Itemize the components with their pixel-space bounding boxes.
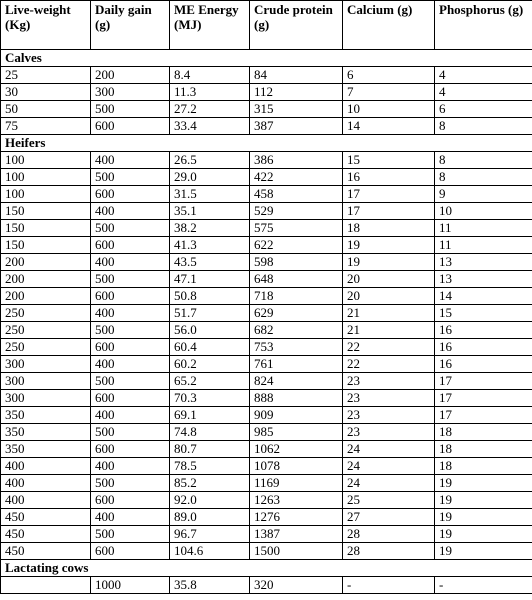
- cell-me-energy: 35.8: [170, 577, 250, 594]
- cell-phosphorus: 19: [435, 509, 532, 526]
- cell-live-weight: 75: [1, 118, 91, 135]
- cell-me-energy: 43.5: [170, 254, 250, 271]
- cell-live-weight: 150: [1, 220, 91, 237]
- cell-live-weight: 200: [1, 288, 91, 305]
- table-row: [1, 186, 532, 203]
- cell-live-weight: 400: [1, 458, 91, 475]
- cell-crude-protein: 761: [250, 356, 343, 373]
- table-row: [1, 305, 532, 322]
- cell-phosphorus: 8: [435, 169, 532, 186]
- table-body: [1, 50, 532, 594]
- cell-crude-protein: 458: [250, 186, 343, 203]
- cell-me-energy: 38.2: [170, 220, 250, 237]
- cell-crude-protein: 386: [250, 152, 343, 169]
- cell-crude-protein: 1387: [250, 526, 343, 543]
- table-row: [1, 407, 532, 424]
- cell-live-weight: 350: [1, 407, 91, 424]
- table-row: [1, 424, 532, 441]
- table-row: [1, 220, 532, 237]
- cell-crude-protein: 598: [250, 254, 343, 271]
- cell-calcium: 27: [343, 509, 435, 526]
- cell-me-energy: 92.0: [170, 492, 250, 509]
- header-phosphorus: Phosphorus (g): [435, 1, 532, 50]
- cell-daily-gain: 400: [91, 407, 170, 424]
- cell-daily-gain: 600: [91, 543, 170, 560]
- cell-phosphorus: 17: [435, 407, 532, 424]
- cell-daily-gain: 500: [91, 475, 170, 492]
- cell-live-weight: 30: [1, 84, 91, 101]
- section-row: [1, 135, 532, 152]
- cell-live-weight: 450: [1, 509, 91, 526]
- cell-live-weight: 300: [1, 356, 91, 373]
- cell-phosphorus: 17: [435, 390, 532, 407]
- cell-calcium: 17: [343, 186, 435, 203]
- cell-me-energy: 35.1: [170, 203, 250, 220]
- table-row: [1, 322, 532, 339]
- cell-crude-protein: 824: [250, 373, 343, 390]
- cell-live-weight: 25: [1, 67, 91, 84]
- cell-daily-gain: 500: [91, 169, 170, 186]
- cell-me-energy: 80.7: [170, 441, 250, 458]
- cell-me-energy: 47.1: [170, 271, 250, 288]
- table-row: [1, 271, 532, 288]
- cell-phosphorus: -: [435, 577, 532, 594]
- cell-me-energy: 41.3: [170, 237, 250, 254]
- cell-calcium: 23: [343, 390, 435, 407]
- cell-me-energy: 89.0: [170, 509, 250, 526]
- cell-me-energy: 65.2: [170, 373, 250, 390]
- cell-live-weight: 350: [1, 441, 91, 458]
- table-row: [1, 509, 532, 526]
- cell-daily-gain: 300: [91, 84, 170, 101]
- cell-live-weight: 250: [1, 339, 91, 356]
- cell-crude-protein: 1062: [250, 441, 343, 458]
- cell-phosphorus: 6: [435, 101, 532, 118]
- cell-calcium: 15: [343, 152, 435, 169]
- section-title: Calves: [1, 50, 532, 67]
- table-row: [1, 543, 532, 560]
- cell-crude-protein: 422: [250, 169, 343, 186]
- cell-me-energy: 60.4: [170, 339, 250, 356]
- cell-crude-protein: 622: [250, 237, 343, 254]
- cell-live-weight: 150: [1, 203, 91, 220]
- cell-calcium: 10: [343, 101, 435, 118]
- cell-crude-protein: 629: [250, 305, 343, 322]
- cell-crude-protein: 1263: [250, 492, 343, 509]
- cell-live-weight: 250: [1, 305, 91, 322]
- cell-daily-gain: 600: [91, 492, 170, 509]
- cell-me-energy: 26.5: [170, 152, 250, 169]
- cell-daily-gain: 1000: [91, 577, 170, 594]
- cell-live-weight: 450: [1, 543, 91, 560]
- header-me-energy: ME Energy (MJ): [170, 1, 250, 50]
- cell-calcium: 21: [343, 322, 435, 339]
- header-live-weight: Live-weight (Kg): [1, 1, 91, 50]
- cell-phosphorus: 16: [435, 356, 532, 373]
- cell-calcium: 25: [343, 492, 435, 509]
- cell-daily-gain: 400: [91, 305, 170, 322]
- cell-me-energy: 11.3: [170, 84, 250, 101]
- cell-daily-gain: 500: [91, 271, 170, 288]
- table-row: [1, 84, 532, 101]
- cell-crude-protein: 112: [250, 84, 343, 101]
- table-row: [1, 237, 532, 254]
- cell-me-energy: 50.8: [170, 288, 250, 305]
- cell-calcium: 28: [343, 543, 435, 560]
- cell-daily-gain: 500: [91, 526, 170, 543]
- cell-daily-gain: 600: [91, 118, 170, 135]
- cell-live-weight: 450: [1, 526, 91, 543]
- cell-daily-gain: 400: [91, 509, 170, 526]
- cell-calcium: 17: [343, 203, 435, 220]
- cell-phosphorus: 13: [435, 271, 532, 288]
- cell-calcium: 24: [343, 458, 435, 475]
- cell-calcium: 19: [343, 237, 435, 254]
- cell-me-energy: 74.8: [170, 424, 250, 441]
- cell-crude-protein: 1500: [250, 543, 343, 560]
- cell-live-weight: 200: [1, 254, 91, 271]
- cell-daily-gain: 400: [91, 203, 170, 220]
- cell-calcium: -: [343, 577, 435, 594]
- cell-me-energy: 104.6: [170, 543, 250, 560]
- header-row: [1, 1, 532, 50]
- cell-calcium: 18: [343, 220, 435, 237]
- cell-phosphorus: 11: [435, 237, 532, 254]
- header-calcium: Calcium (g): [343, 1, 435, 50]
- cell-crude-protein: 387: [250, 118, 343, 135]
- table-row: [1, 390, 532, 407]
- table-row: [1, 339, 532, 356]
- cell-me-energy: 29.0: [170, 169, 250, 186]
- cell-live-weight: 300: [1, 373, 91, 390]
- cell-live-weight: 100: [1, 152, 91, 169]
- section-row: [1, 50, 532, 67]
- cell-phosphorus: 8: [435, 118, 532, 135]
- cell-daily-gain: 500: [91, 424, 170, 441]
- cell-me-energy: 69.1: [170, 407, 250, 424]
- cell-live-weight: 350: [1, 424, 91, 441]
- cell-me-energy: 56.0: [170, 322, 250, 339]
- table-row: [1, 169, 532, 186]
- section-row: [1, 560, 532, 577]
- cell-phosphorus: 19: [435, 526, 532, 543]
- cell-daily-gain: 400: [91, 458, 170, 475]
- cell-calcium: 20: [343, 271, 435, 288]
- cell-daily-gain: 600: [91, 237, 170, 254]
- cell-calcium: 21: [343, 305, 435, 322]
- cell-me-energy: 96.7: [170, 526, 250, 543]
- cell-daily-gain: 400: [91, 152, 170, 169]
- cell-phosphorus: 11: [435, 220, 532, 237]
- cell-phosphorus: 16: [435, 339, 532, 356]
- cell-me-energy: 78.5: [170, 458, 250, 475]
- cell-daily-gain: 400: [91, 254, 170, 271]
- cell-live-weight: 150: [1, 237, 91, 254]
- cell-crude-protein: 575: [250, 220, 343, 237]
- cell-phosphorus: 18: [435, 424, 532, 441]
- table-row: [1, 288, 532, 305]
- table-row: [1, 101, 532, 118]
- cell-calcium: 7: [343, 84, 435, 101]
- section-title: Lactating cows: [1, 560, 532, 577]
- cell-calcium: 24: [343, 475, 435, 492]
- cell-calcium: 23: [343, 373, 435, 390]
- cell-live-weight: 50: [1, 101, 91, 118]
- cell-phosphorus: 4: [435, 67, 532, 84]
- cell-live-weight: [1, 577, 91, 594]
- cell-phosphorus: 17: [435, 373, 532, 390]
- cell-me-energy: 8.4: [170, 67, 250, 84]
- cell-calcium: 14: [343, 118, 435, 135]
- cell-daily-gain: 400: [91, 356, 170, 373]
- cell-phosphorus: 15: [435, 305, 532, 322]
- cell-crude-protein: 315: [250, 101, 343, 118]
- cell-live-weight: 400: [1, 475, 91, 492]
- cell-phosphorus: 18: [435, 458, 532, 475]
- cell-me-energy: 85.2: [170, 475, 250, 492]
- table-row: [1, 152, 532, 169]
- cell-calcium: 22: [343, 339, 435, 356]
- table-row: [1, 118, 532, 135]
- cell-calcium: 28: [343, 526, 435, 543]
- cell-crude-protein: 648: [250, 271, 343, 288]
- cell-calcium: 20: [343, 288, 435, 305]
- cell-crude-protein: 1169: [250, 475, 343, 492]
- cell-crude-protein: 1078: [250, 458, 343, 475]
- table-row: [1, 492, 532, 509]
- cell-live-weight: 400: [1, 492, 91, 509]
- cell-phosphorus: 14: [435, 288, 532, 305]
- cell-phosphorus: 9: [435, 186, 532, 203]
- table-row: [1, 373, 532, 390]
- cell-crude-protein: 753: [250, 339, 343, 356]
- cell-phosphorus: 16: [435, 322, 532, 339]
- cell-crude-protein: 84: [250, 67, 343, 84]
- table-row: [1, 441, 532, 458]
- cell-live-weight: 100: [1, 186, 91, 203]
- table-row: [1, 458, 532, 475]
- cell-daily-gain: 600: [91, 339, 170, 356]
- cell-me-energy: 51.7: [170, 305, 250, 322]
- cell-phosphorus: 19: [435, 475, 532, 492]
- cell-calcium: 24: [343, 441, 435, 458]
- cell-calcium: 23: [343, 407, 435, 424]
- cell-calcium: 23: [343, 424, 435, 441]
- cell-calcium: 6: [343, 67, 435, 84]
- cell-daily-gain: 600: [91, 288, 170, 305]
- table-row: [1, 526, 532, 543]
- cell-live-weight: 300: [1, 390, 91, 407]
- table-row: [1, 356, 532, 373]
- cell-crude-protein: 1276: [250, 509, 343, 526]
- table-row: [1, 475, 532, 492]
- cell-crude-protein: 682: [250, 322, 343, 339]
- cell-me-energy: 33.4: [170, 118, 250, 135]
- cell-me-energy: 27.2: [170, 101, 250, 118]
- table-row: [1, 67, 532, 84]
- cell-me-energy: 31.5: [170, 186, 250, 203]
- cell-phosphorus: 19: [435, 543, 532, 560]
- cell-crude-protein: 888: [250, 390, 343, 407]
- cell-daily-gain: 200: [91, 67, 170, 84]
- cell-phosphorus: 13: [435, 254, 532, 271]
- cell-daily-gain: 500: [91, 373, 170, 390]
- table-row: [1, 577, 532, 594]
- cell-crude-protein: 985: [250, 424, 343, 441]
- table-row: [1, 203, 532, 220]
- cell-daily-gain: 600: [91, 186, 170, 203]
- cell-crude-protein: 718: [250, 288, 343, 305]
- cell-daily-gain: 500: [91, 322, 170, 339]
- cell-phosphorus: 4: [435, 84, 532, 101]
- cell-me-energy: 70.3: [170, 390, 250, 407]
- cell-daily-gain: 600: [91, 390, 170, 407]
- cell-crude-protein: 529: [250, 203, 343, 220]
- cell-live-weight: 200: [1, 271, 91, 288]
- cell-daily-gain: 600: [91, 441, 170, 458]
- cell-daily-gain: 500: [91, 220, 170, 237]
- cell-live-weight: 250: [1, 322, 91, 339]
- cell-phosphorus: 19: [435, 492, 532, 509]
- cell-calcium: 19: [343, 254, 435, 271]
- table-row: [1, 254, 532, 271]
- section-title: Heifers: [1, 135, 532, 152]
- header-crude-protein: Crude protein (g): [250, 1, 343, 50]
- cell-live-weight: 100: [1, 169, 91, 186]
- cell-phosphorus: 8: [435, 152, 532, 169]
- cell-me-energy: 60.2: [170, 356, 250, 373]
- cell-crude-protein: 320: [250, 577, 343, 594]
- cell-crude-protein: 909: [250, 407, 343, 424]
- cell-calcium: 16: [343, 169, 435, 186]
- cell-calcium: 22: [343, 356, 435, 373]
- header-daily-gain: Daily gain (g): [91, 1, 170, 50]
- cell-phosphorus: 18: [435, 441, 532, 458]
- cell-phosphorus: 10: [435, 203, 532, 220]
- cell-daily-gain: 500: [91, 101, 170, 118]
